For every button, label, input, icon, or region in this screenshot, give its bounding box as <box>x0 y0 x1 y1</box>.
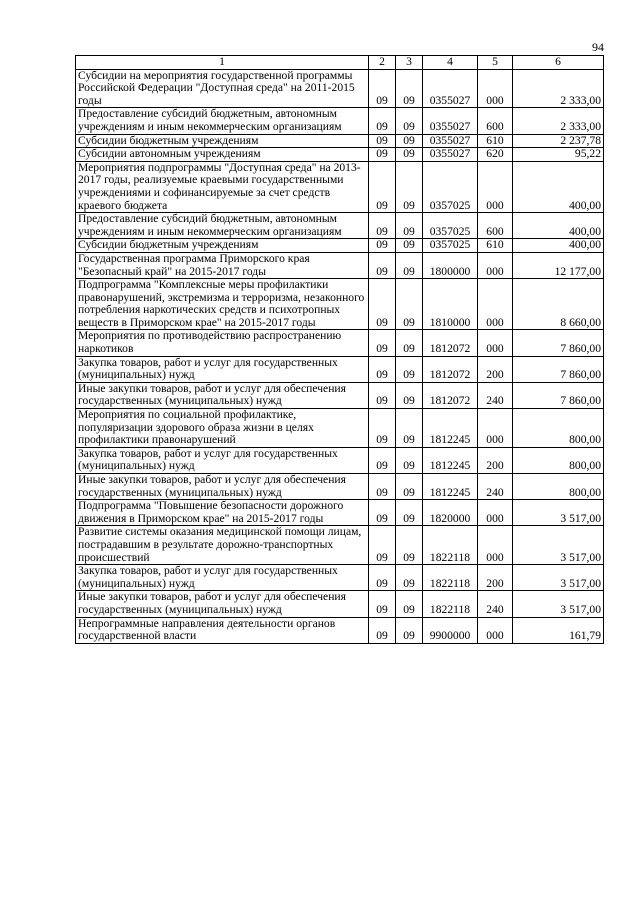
table-body <box>76 69 604 643</box>
row-amount: 800,00 <box>513 474 604 500</box>
row-code-5: 600 <box>478 108 513 134</box>
row-name: Закупка товаров, работ и услуг для государственных (муниципальных) нужд <box>76 565 369 591</box>
table-row <box>76 356 604 382</box>
row-code-5: 200 <box>478 447 513 473</box>
row-code-3: 09 <box>396 161 423 212</box>
row-code-5: 000 <box>478 279 513 330</box>
header-col-6: 6 <box>513 56 604 70</box>
row-amount: 400,00 <box>513 213 604 239</box>
row-amount: 7 860,00 <box>513 330 604 356</box>
row-code-2: 09 <box>369 108 396 134</box>
table-row <box>76 134 604 148</box>
row-code-4: 9900000 <box>423 617 478 643</box>
row-code-3: 09 <box>396 474 423 500</box>
row-amount: 2 333,00 <box>513 69 604 108</box>
row-code-2: 09 <box>369 148 396 162</box>
row-code-4: 0355027 <box>423 148 478 162</box>
row-name: Субсидии автономным учреждениям <box>76 148 369 162</box>
row-code-4: 1820000 <box>423 500 478 526</box>
header-col-5: 5 <box>478 56 513 70</box>
row-code-4: 1800000 <box>423 252 478 278</box>
row-code-3: 09 <box>396 565 423 591</box>
table-row <box>76 382 604 408</box>
row-code-3: 09 <box>396 108 423 134</box>
row-code-2: 09 <box>369 617 396 643</box>
table-row <box>76 565 604 591</box>
row-code-5: 240 <box>478 382 513 408</box>
row-code-5: 610 <box>478 134 513 148</box>
row-code-4: 0357025 <box>423 161 478 212</box>
row-amount: 3 517,00 <box>513 526 604 565</box>
row-code-5: 000 <box>478 617 513 643</box>
row-code-5: 600 <box>478 213 513 239</box>
row-name: Иные закупки товаров, работ и услуг для обеспечения государственных (муниципальных) нужд <box>76 382 369 408</box>
row-code-2: 09 <box>369 134 396 148</box>
row-amount: 161,79 <box>513 617 604 643</box>
row-code-3: 09 <box>396 409 423 448</box>
row-code-2: 09 <box>369 213 396 239</box>
row-code-2: 09 <box>369 69 396 108</box>
row-name: Мероприятия по противодействию распространению наркотиков <box>76 330 369 356</box>
table-row <box>76 474 604 500</box>
row-amount: 12 177,00 <box>513 252 604 278</box>
row-code-5: 200 <box>478 565 513 591</box>
row-code-5: 000 <box>478 409 513 448</box>
table-row <box>76 447 604 473</box>
row-code-2: 09 <box>369 161 396 212</box>
row-code-5: 000 <box>478 69 513 108</box>
row-code-4: 1812072 <box>423 356 478 382</box>
table-row <box>76 213 604 239</box>
row-name: Иные закупки товаров, работ и услуг для обеспечения государственных (муниципальных) нужд <box>76 591 369 617</box>
row-code-3: 09 <box>396 356 423 382</box>
row-code-4: 1812072 <box>423 382 478 408</box>
row-code-5: 200 <box>478 356 513 382</box>
row-code-3: 09 <box>396 591 423 617</box>
row-name: Субсидии на мероприятия государственной программы Российской Федерации "Доступная среда" на 2011-2015 годы <box>76 69 369 108</box>
row-code-2: 09 <box>369 382 396 408</box>
table-row <box>76 252 604 278</box>
row-code-5: 240 <box>478 474 513 500</box>
row-name: Непрограммные направления деятельности органов государственной власти <box>76 617 369 643</box>
row-code-2: 09 <box>369 565 396 591</box>
row-code-4: 0355027 <box>423 134 478 148</box>
row-name: Субсидии бюджетным учреждениям <box>76 239 369 253</box>
row-name: Закупка товаров, работ и услуг для государственных (муниципальных) нужд <box>76 356 369 382</box>
table-row <box>76 161 604 212</box>
row-name: Мероприятия по социальной профилактике, популяризации здорового образа жизни в целях профилактики правонарушений <box>76 409 369 448</box>
row-code-3: 09 <box>396 213 423 239</box>
row-code-5: 000 <box>478 161 513 212</box>
row-code-2: 09 <box>369 591 396 617</box>
row-code-4: 1822118 <box>423 526 478 565</box>
row-code-5: 610 <box>478 239 513 253</box>
row-code-3: 09 <box>396 148 423 162</box>
row-amount: 7 860,00 <box>513 356 604 382</box>
table-row <box>76 279 604 330</box>
table-row <box>76 526 604 565</box>
row-code-2: 09 <box>369 356 396 382</box>
row-code-4: 0357025 <box>423 213 478 239</box>
row-name: Мероприятия подпрограммы "Доступная среда" на 2013-2017 годы, реализуемые краевыми государственными учреждениями и софинансируемые за счет средств краевого бюджета <box>76 161 369 212</box>
row-amount: 3 517,00 <box>513 500 604 526</box>
row-code-5: 620 <box>478 148 513 162</box>
row-code-3: 09 <box>396 69 423 108</box>
row-code-5: 240 <box>478 591 513 617</box>
row-amount: 95,22 <box>513 148 604 162</box>
row-code-4: 0355027 <box>423 108 478 134</box>
row-name: Предоставление субсидий бюджетным, автономным учреждениям и иным некоммерческим организациям <box>76 108 369 134</box>
row-amount: 800,00 <box>513 409 604 448</box>
row-code-3: 09 <box>396 330 423 356</box>
row-name: Субсидии бюджетным учреждениям <box>76 134 369 148</box>
row-name: Предоставление субсидий бюджетным, автономным учреждениям и иным некоммерческим организациям <box>76 213 369 239</box>
row-amount: 3 517,00 <box>513 591 604 617</box>
row-code-2: 09 <box>369 526 396 565</box>
row-code-4: 0355027 <box>423 69 478 108</box>
row-amount: 2 237,78 <box>513 134 604 148</box>
row-code-5: 000 <box>478 500 513 526</box>
table-row <box>76 108 604 134</box>
table-row <box>76 69 604 108</box>
table-row <box>76 330 604 356</box>
table-row <box>76 617 604 643</box>
row-code-2: 09 <box>369 279 396 330</box>
row-amount: 2 333,00 <box>513 108 604 134</box>
table-row <box>76 148 604 162</box>
row-code-3: 09 <box>396 526 423 565</box>
row-amount: 7 860,00 <box>513 382 604 408</box>
row-code-4: 1810000 <box>423 279 478 330</box>
row-code-3: 09 <box>396 447 423 473</box>
row-code-2: 09 <box>369 447 396 473</box>
row-code-4: 1822118 <box>423 565 478 591</box>
row-name: Подпрограмма "Повышение безопасности дорожного движения в Приморском крае" на 2015-2017 годы <box>76 500 369 526</box>
row-amount: 800,00 <box>513 447 604 473</box>
header-col-2: 2 <box>369 56 396 70</box>
row-code-2: 09 <box>369 409 396 448</box>
header-col-1: 1 <box>76 56 369 70</box>
row-code-5: 000 <box>478 526 513 565</box>
row-code-3: 09 <box>396 239 423 253</box>
table-row <box>76 500 604 526</box>
table-row <box>76 409 604 448</box>
row-code-4: 1812072 <box>423 330 478 356</box>
row-code-4: 1812245 <box>423 409 478 448</box>
row-code-3: 09 <box>396 500 423 526</box>
row-code-3: 09 <box>396 382 423 408</box>
table-row <box>76 591 604 617</box>
row-code-2: 09 <box>369 252 396 278</box>
budget-table <box>75 55 604 644</box>
header-col-3: 3 <box>396 56 423 70</box>
row-code-5: 000 <box>478 252 513 278</box>
row-code-4: 0357025 <box>423 239 478 253</box>
row-code-2: 09 <box>369 474 396 500</box>
row-code-4: 1822118 <box>423 591 478 617</box>
row-name: Государственная программа Приморского края "Безопасный край" на 2015-2017 годы <box>76 252 369 278</box>
row-name: Закупка товаров, работ и услуг для государственных (муниципальных) нужд <box>76 447 369 473</box>
header-col-4: 4 <box>423 56 478 70</box>
row-name: Подпрограмма "Комплексные меры профилактики правонарушений, экстремизма и терроризма, незаконного потребления наркотических средств и психотропных веществ в Приморском крае" на 2015-2017 годы <box>76 279 369 330</box>
table-row <box>76 239 604 253</box>
row-code-4: 1812245 <box>423 474 478 500</box>
row-code-5: 000 <box>478 330 513 356</box>
row-name: Развитие системы оказания медицинской помощи лицам, пострадавшим в результате дорожно-транспортных происшествий <box>76 526 369 565</box>
row-amount: 400,00 <box>513 161 604 212</box>
row-name: Иные закупки товаров, работ и услуг для обеспечения государственных (муниципальных) нужд <box>76 474 369 500</box>
table-header-row <box>76 56 604 70</box>
row-amount: 3 517,00 <box>513 565 604 591</box>
row-code-3: 09 <box>396 134 423 148</box>
row-code-3: 09 <box>396 617 423 643</box>
row-code-2: 09 <box>369 500 396 526</box>
row-code-4: 1812245 <box>423 447 478 473</box>
row-amount: 400,00 <box>513 239 604 253</box>
row-code-3: 09 <box>396 279 423 330</box>
row-amount: 8 660,00 <box>513 279 604 330</box>
row-code-2: 09 <box>369 239 396 253</box>
row-code-3: 09 <box>396 252 423 278</box>
row-code-2: 09 <box>369 330 396 356</box>
page-number: 94 <box>592 40 604 54</box>
